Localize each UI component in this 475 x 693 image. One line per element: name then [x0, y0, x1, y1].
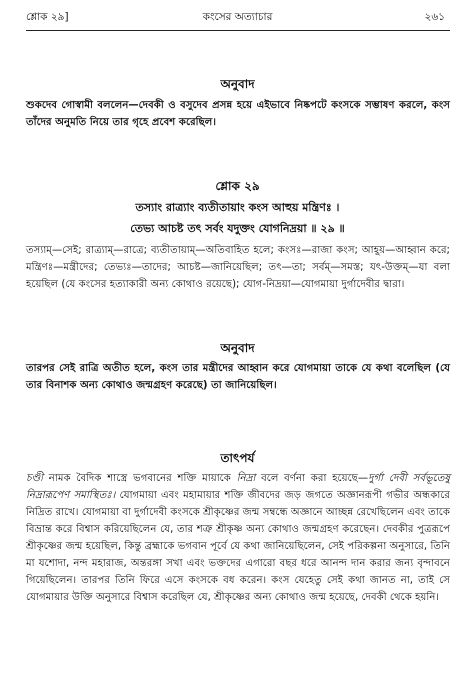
verse-line-1: তস্যাং রাত্র্যাং ব্যতীতায়াং কংস আহুয় মন্ত্রিণঃ । — [135, 201, 340, 214]
page-header-verse-ref: শ্লোক ২৯] — [26, 11, 69, 23]
purport-paragraph — [26, 470, 450, 606]
translation-text-2: তারপর সেই রাত্রি অতীত হলে, কংস তার মন্ত্রীদের আহ্বান করে যোগমায়া তাকে যে কথা বলেছিল (যে তার বিনাশক অন্য কোথাও জন্মগ্রহণ করেছে) তা জানিয়েছিল। — [26, 363, 450, 391]
verse-line-2: তেভ্য আচষ্ট তৎ সর্বং যদুক্তং যোগনিদ্রয়া ॥ ২৯ ॥ — [130, 222, 345, 235]
header-divider — [26, 30, 450, 31]
translation-heading: অনুবাদ — [220, 77, 255, 91]
purport-text-c: যোগমায়া এবং মহামায়ার শক্তি জীবদের জড় জগতে অজ্ঞানরূপী গভীর অন্ধকারে নিদ্রিত রাখে। যোগমায়া বা দুর্গাদেবী কংসকে শ্রীকৃষ্ণের জন্ম সম্বন্ধে অজ্ঞানে আচ্ছন্ন রেখেছিলেন এবং তাকে বিভ্রান্ত করে বিশ্বাস করিয়েছিলেন যে, তার শত্রু শ্রীকৃষ্ণ অন্য কোথাও জন্মগ্রহণ করেছেন। দেবকীর পুত্ররূপে শ্রীকৃষ্ণের জন্ম হয়েছিল, কিন্তু ব্রহ্মাকে ভগবান পূর্বে যে কথা জানিয়েছিলেন, সেই পরিকল্পনা অনুসারে, তিনি মা যশোদা, নন্দ মহারাজ, অন্তরঙ্গা সখা এবং ভক্তদের এগারো বছর ধরে আনন্দ দান করার জন্য বৃন্দাবনে গিয়েছিলেন। তারপর তিনি ফিরে এসে কংসকে বধ করেন। কংস যেহেতু সেই কথা জানত না, তাই সে যোগমায়ার উক্তি অনুসারে বিশ্বাস করেছিল যে, শ্রীকৃষ্ণের অন্য কোথাও জন্ম হয়েছে, দেবকী থেকে হয়নি। — [26, 490, 451, 603]
verse-heading: শ্লোক ২৯ — [215, 179, 260, 193]
page-number: ২৬১ — [424, 11, 445, 23]
scripture-name: চণ্ডী — [26, 473, 44, 484]
purport-text-b: বলে বর্ণনা করা হয়েছে— — [255, 473, 369, 484]
synonyms-text: তস্যাম্—সেই; রাত্র্যাম্—রাত্রে; ব্যতীতায়াম্—অতিবাহিত হলে; কংসঃ—রাজা কংস; আহূয়—আহ্বান করে; মন্ত্রিণঃ—মন্ত্রীদের; তেভ্যঃ—তাদের; আচষ্ট—জানিয়েছিল; তৎ—তা; সর্বম্—সমস্ত; যৎ-উক্তম্—যা বলা হয়েছিল (যে কংসের হত্যাকারী অন্য কোথাও রয়েছে); যোগ-নিদ্রয়া—যোগমায়া দুর্গাদেবীর দ্বারা। — [26, 245, 450, 290]
translation-heading-2: অনুবাদ — [220, 341, 255, 355]
translation-text: শুকদেব গোস্বামী বললেন—দেবকী ও বসুদেব প্রসন্ন হয়ে এইভাবে নিষ্কপটে কংসকে সম্ভাষণ করলে, কংস তাঁদের অনুমতি নিয়ে তার গৃহে প্রবেশ করেছিল। — [26, 100, 450, 128]
sleep-term: নিদ্রা — [236, 473, 256, 484]
quoted-verse: দুর্গা দেবী সর্বভূতেষু নিদ্রারূপেণ সমাস্থিতঃ। — [26, 473, 450, 501]
purport-text-a: নামক বৈদিক শাস্ত্রে ভগবানের শক্তি মায়াকে — [43, 473, 237, 484]
page-header-chapter-title: কংসের অত্যাচার — [202, 11, 273, 23]
purport-heading: তাৎপর্য — [220, 451, 255, 465]
